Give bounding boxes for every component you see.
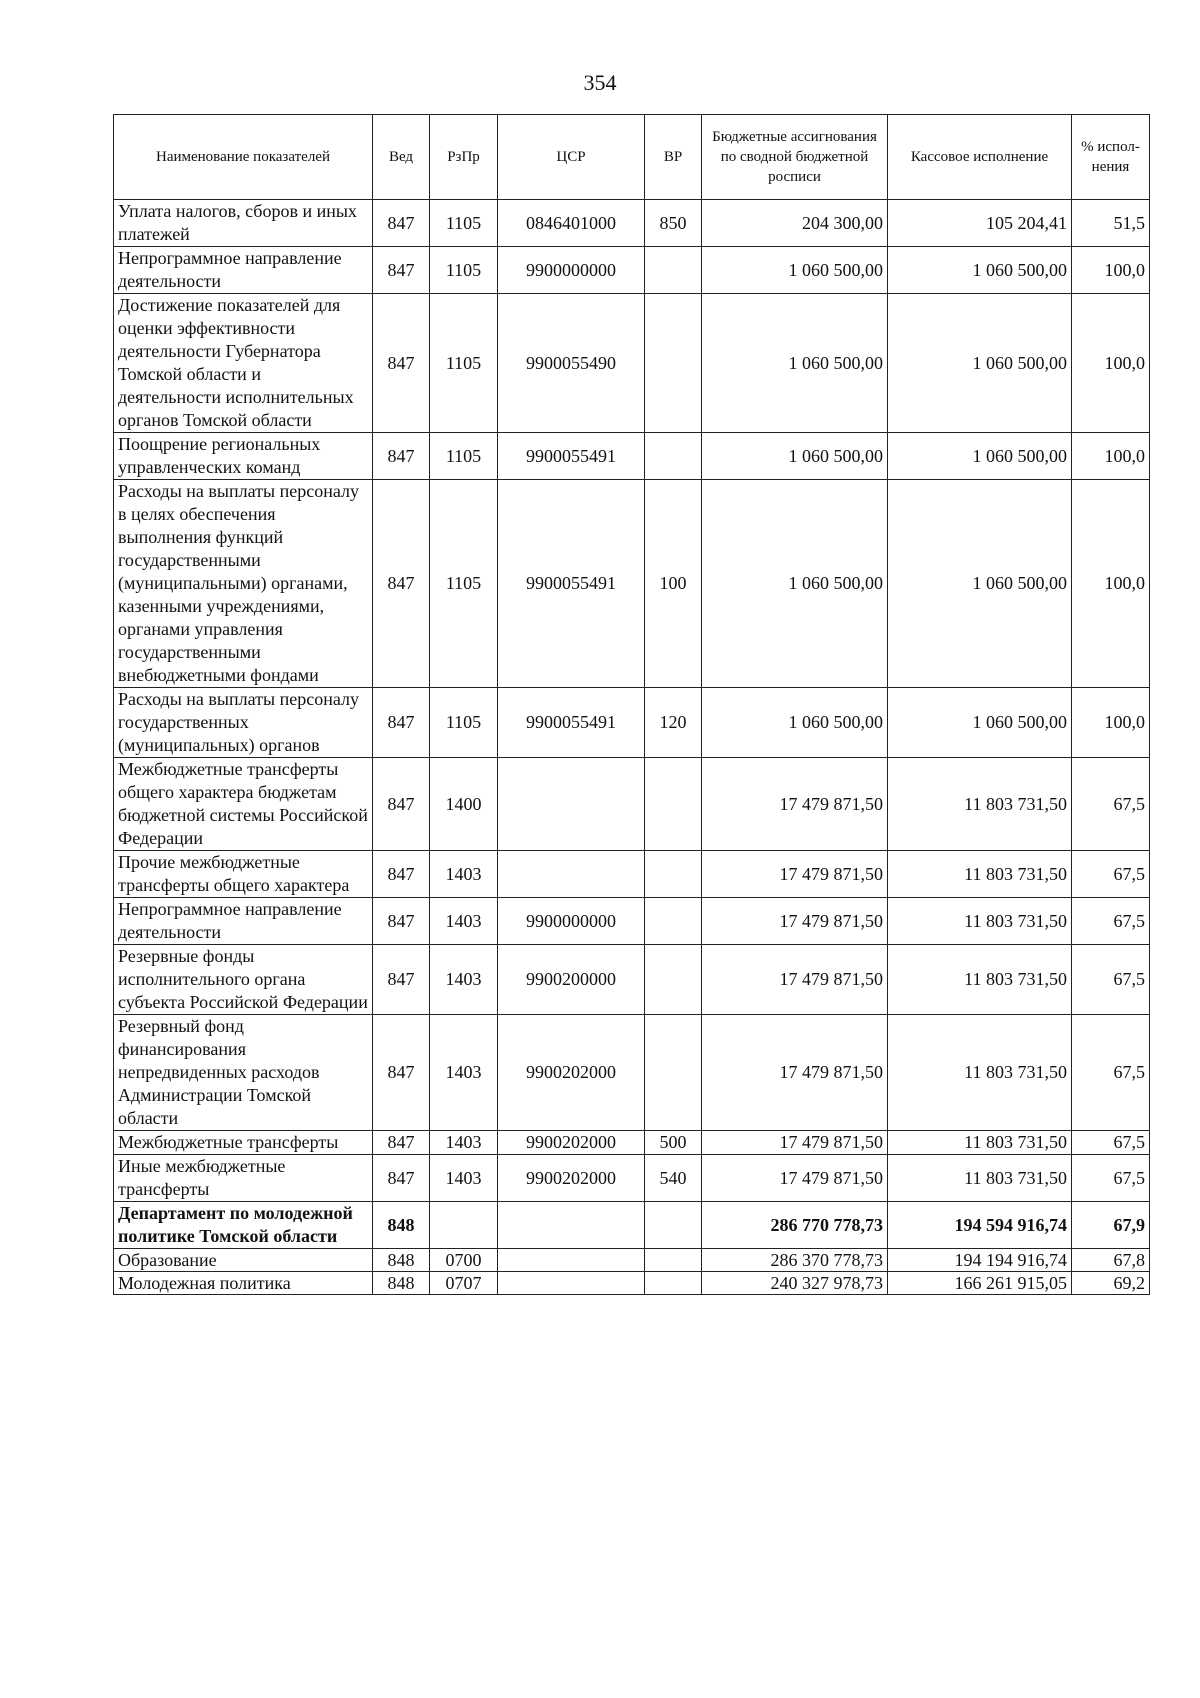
cell-name: Поощрение региональных управленческих команд	[114, 433, 373, 480]
cell-csr: 9900202000	[498, 1155, 645, 1202]
cell-rzpr	[430, 1202, 498, 1249]
table-row	[114, 1155, 1150, 1202]
cell-ved: 847	[373, 1015, 430, 1131]
cell-rzpr: 1105	[430, 688, 498, 758]
cell-vr	[645, 1272, 702, 1295]
cell-ved: 847	[373, 898, 430, 945]
cell-percent: 67,5	[1072, 898, 1150, 945]
table-body	[114, 200, 1150, 1295]
cell-cash: 1 060 500,00	[888, 247, 1072, 294]
cell-name: Резервные фонды исполнительного органа субъекта Российской Федерации	[114, 945, 373, 1015]
cell-csr	[498, 851, 645, 898]
cell-name: Молодежная политика	[114, 1272, 373, 1295]
cell-budget: 17 479 871,50	[702, 945, 888, 1015]
cell-ved: 847	[373, 480, 430, 688]
cell-csr	[498, 1272, 645, 1295]
table-row	[114, 1015, 1150, 1131]
cell-percent: 100,0	[1072, 480, 1150, 688]
cell-ved: 847	[373, 1131, 430, 1155]
cell-budget: 1 060 500,00	[702, 294, 888, 433]
cell-name: Департамент по молодежной политике Томской области	[114, 1202, 373, 1249]
cell-cash: 11 803 731,50	[888, 1155, 1072, 1202]
cell-cash: 11 803 731,50	[888, 758, 1072, 851]
cell-rzpr: 1403	[430, 1015, 498, 1131]
cell-percent: 67,8	[1072, 1249, 1150, 1272]
cell-percent: 67,5	[1072, 851, 1150, 898]
cell-cash: 1 060 500,00	[888, 480, 1072, 688]
cell-percent: 67,5	[1072, 1155, 1150, 1202]
cell-ved: 847	[373, 200, 430, 247]
table-row	[114, 200, 1150, 247]
table-row	[114, 433, 1150, 480]
cell-ved: 847	[373, 1155, 430, 1202]
cell-rzpr: 1403	[430, 1155, 498, 1202]
table-row	[114, 1272, 1150, 1295]
cell-vr	[645, 294, 702, 433]
cell-name: Расходы на выплаты персоналу в целях обеспечения выполнения функций государственными (муниципальными) органами, казенными учреждениями, органами управления государственными внебюджетными фондами	[114, 480, 373, 688]
cell-csr: 9900055491	[498, 433, 645, 480]
cell-vr: 500	[645, 1131, 702, 1155]
table-row	[114, 851, 1150, 898]
cell-csr	[498, 1249, 645, 1272]
cell-vr	[645, 247, 702, 294]
header-vr: ВР	[645, 115, 702, 200]
cell-name: Прочие межбюджетные трансферты общего характера	[114, 851, 373, 898]
cell-name: Межбюджетные трансферты общего характера бюджетам бюджетной системы Российской Федерации	[114, 758, 373, 851]
cell-csr: 9900000000	[498, 247, 645, 294]
cell-rzpr: 1105	[430, 294, 498, 433]
cell-rzpr: 0707	[430, 1272, 498, 1295]
cell-name: Достижение показателей для оценки эффективности деятельности Губернатора Томской области и деятельности исполнительных органов Томской области	[114, 294, 373, 433]
cell-budget: 1 060 500,00	[702, 247, 888, 294]
cell-vr	[645, 1015, 702, 1131]
table-header-row	[114, 115, 1150, 200]
header-csr: ЦСР	[498, 115, 645, 200]
cell-csr: 9900000000	[498, 898, 645, 945]
cell-budget: 17 479 871,50	[702, 758, 888, 851]
cell-percent: 69,2	[1072, 1272, 1150, 1295]
cell-vr	[645, 758, 702, 851]
cell-rzpr: 0700	[430, 1249, 498, 1272]
table-row	[114, 758, 1150, 851]
table-row	[114, 480, 1150, 688]
cell-ved: 847	[373, 433, 430, 480]
cell-vr	[645, 945, 702, 1015]
cell-rzpr: 1403	[430, 898, 498, 945]
cell-budget: 17 479 871,50	[702, 851, 888, 898]
cell-percent: 51,5	[1072, 200, 1150, 247]
cell-percent: 100,0	[1072, 688, 1150, 758]
cell-name: Уплата налогов, сборов и иных платежей	[114, 200, 373, 247]
cell-budget: 286 770 778,73	[702, 1202, 888, 1249]
cell-percent: 100,0	[1072, 247, 1150, 294]
cell-budget: 1 060 500,00	[702, 480, 888, 688]
cell-rzpr: 1105	[430, 247, 498, 294]
cell-vr: 100	[645, 480, 702, 688]
table-row	[114, 688, 1150, 758]
cell-name: Непрограммное направление деятельности	[114, 247, 373, 294]
cell-ved: 848	[373, 1272, 430, 1295]
cell-name: Межбюджетные трансферты	[114, 1131, 373, 1155]
cell-vr: 120	[645, 688, 702, 758]
cell-csr	[498, 758, 645, 851]
table-row	[114, 945, 1150, 1015]
cell-cash: 11 803 731,50	[888, 1131, 1072, 1155]
cell-rzpr: 1403	[430, 851, 498, 898]
cell-cash: 11 803 731,50	[888, 898, 1072, 945]
cell-name: Непрограммное направление деятельности	[114, 898, 373, 945]
cell-ved: 847	[373, 294, 430, 433]
cell-csr: 9900202000	[498, 1131, 645, 1155]
cell-vr: 540	[645, 1155, 702, 1202]
cell-csr: 9900055491	[498, 480, 645, 688]
cell-budget: 1 060 500,00	[702, 688, 888, 758]
cell-vr	[645, 898, 702, 945]
cell-vr: 850	[645, 200, 702, 247]
header-name: Наименование показателей	[114, 115, 373, 200]
cell-budget: 240 327 978,73	[702, 1272, 888, 1295]
cell-cash: 1 060 500,00	[888, 294, 1072, 433]
cell-percent: 100,0	[1072, 433, 1150, 480]
cell-cash: 166 261 915,05	[888, 1272, 1072, 1295]
cell-csr: 9900200000	[498, 945, 645, 1015]
cell-vr	[645, 433, 702, 480]
cell-csr: 9900055490	[498, 294, 645, 433]
cell-vr	[645, 1202, 702, 1249]
cell-cash: 105 204,41	[888, 200, 1072, 247]
cell-rzpr: 1400	[430, 758, 498, 851]
table-row	[114, 1131, 1150, 1155]
header-rzpr: РзПр	[430, 115, 498, 200]
budget-execution-table	[113, 114, 1150, 1295]
cell-name: Иные межбюджетные трансферты	[114, 1155, 373, 1202]
cell-budget: 1 060 500,00	[702, 433, 888, 480]
cell-cash: 11 803 731,50	[888, 851, 1072, 898]
cell-rzpr: 1403	[430, 1131, 498, 1155]
cell-ved: 847	[373, 247, 430, 294]
cell-percent: 67,5	[1072, 1131, 1150, 1155]
cell-ved: 848	[373, 1202, 430, 1249]
cell-vr	[645, 1249, 702, 1272]
cell-budget: 17 479 871,50	[702, 1155, 888, 1202]
cell-budget: 204 300,00	[702, 200, 888, 247]
header-budget: Бюджетные ассигнования по сводной бюджетной росписи	[702, 115, 888, 200]
cell-percent: 100,0	[1072, 294, 1150, 433]
table-row	[114, 294, 1150, 433]
cell-csr: 0846401000	[498, 200, 645, 247]
cell-percent: 67,9	[1072, 1202, 1150, 1249]
table-row	[114, 247, 1150, 294]
header-percent: % испол-нения	[1072, 115, 1150, 200]
cell-ved: 847	[373, 945, 430, 1015]
table-row	[114, 1249, 1150, 1272]
cell-rzpr: 1105	[430, 480, 498, 688]
cell-name: Расходы на выплаты персоналу государственных (муниципальных) органов	[114, 688, 373, 758]
cell-budget: 17 479 871,50	[702, 1015, 888, 1131]
cell-csr: 9900202000	[498, 1015, 645, 1131]
cell-budget: 17 479 871,50	[702, 898, 888, 945]
cell-rzpr: 1403	[430, 945, 498, 1015]
cell-budget: 17 479 871,50	[702, 1131, 888, 1155]
table-row	[114, 1202, 1150, 1249]
cell-name: Образование	[114, 1249, 373, 1272]
cell-cash: 11 803 731,50	[888, 1015, 1072, 1131]
page-number: 354	[583, 70, 617, 95]
cell-cash: 194 194 916,74	[888, 1249, 1072, 1272]
cell-percent: 67,5	[1072, 1015, 1150, 1131]
cell-cash: 1 060 500,00	[888, 688, 1072, 758]
cell-cash: 11 803 731,50	[888, 945, 1072, 1015]
table-row	[114, 898, 1150, 945]
header-ved: Вед	[373, 115, 430, 200]
cell-budget: 286 370 778,73	[702, 1249, 888, 1272]
header-cash: Кассовое исполнение	[888, 115, 1072, 200]
cell-csr: 9900055491	[498, 688, 645, 758]
cell-cash: 194 594 916,74	[888, 1202, 1072, 1249]
cell-rzpr: 1105	[430, 433, 498, 480]
cell-csr	[498, 1202, 645, 1249]
cell-percent: 67,5	[1072, 758, 1150, 851]
cell-rzpr: 1105	[430, 200, 498, 247]
cell-cash: 1 060 500,00	[888, 433, 1072, 480]
cell-ved: 847	[373, 851, 430, 898]
cell-ved: 848	[373, 1249, 430, 1272]
cell-percent: 67,5	[1072, 945, 1150, 1015]
cell-vr	[645, 851, 702, 898]
cell-name: Резервный фонд финансирования непредвиденных расходов Администрации Томской области	[114, 1015, 373, 1131]
cell-ved: 847	[373, 688, 430, 758]
cell-ved: 847	[373, 758, 430, 851]
